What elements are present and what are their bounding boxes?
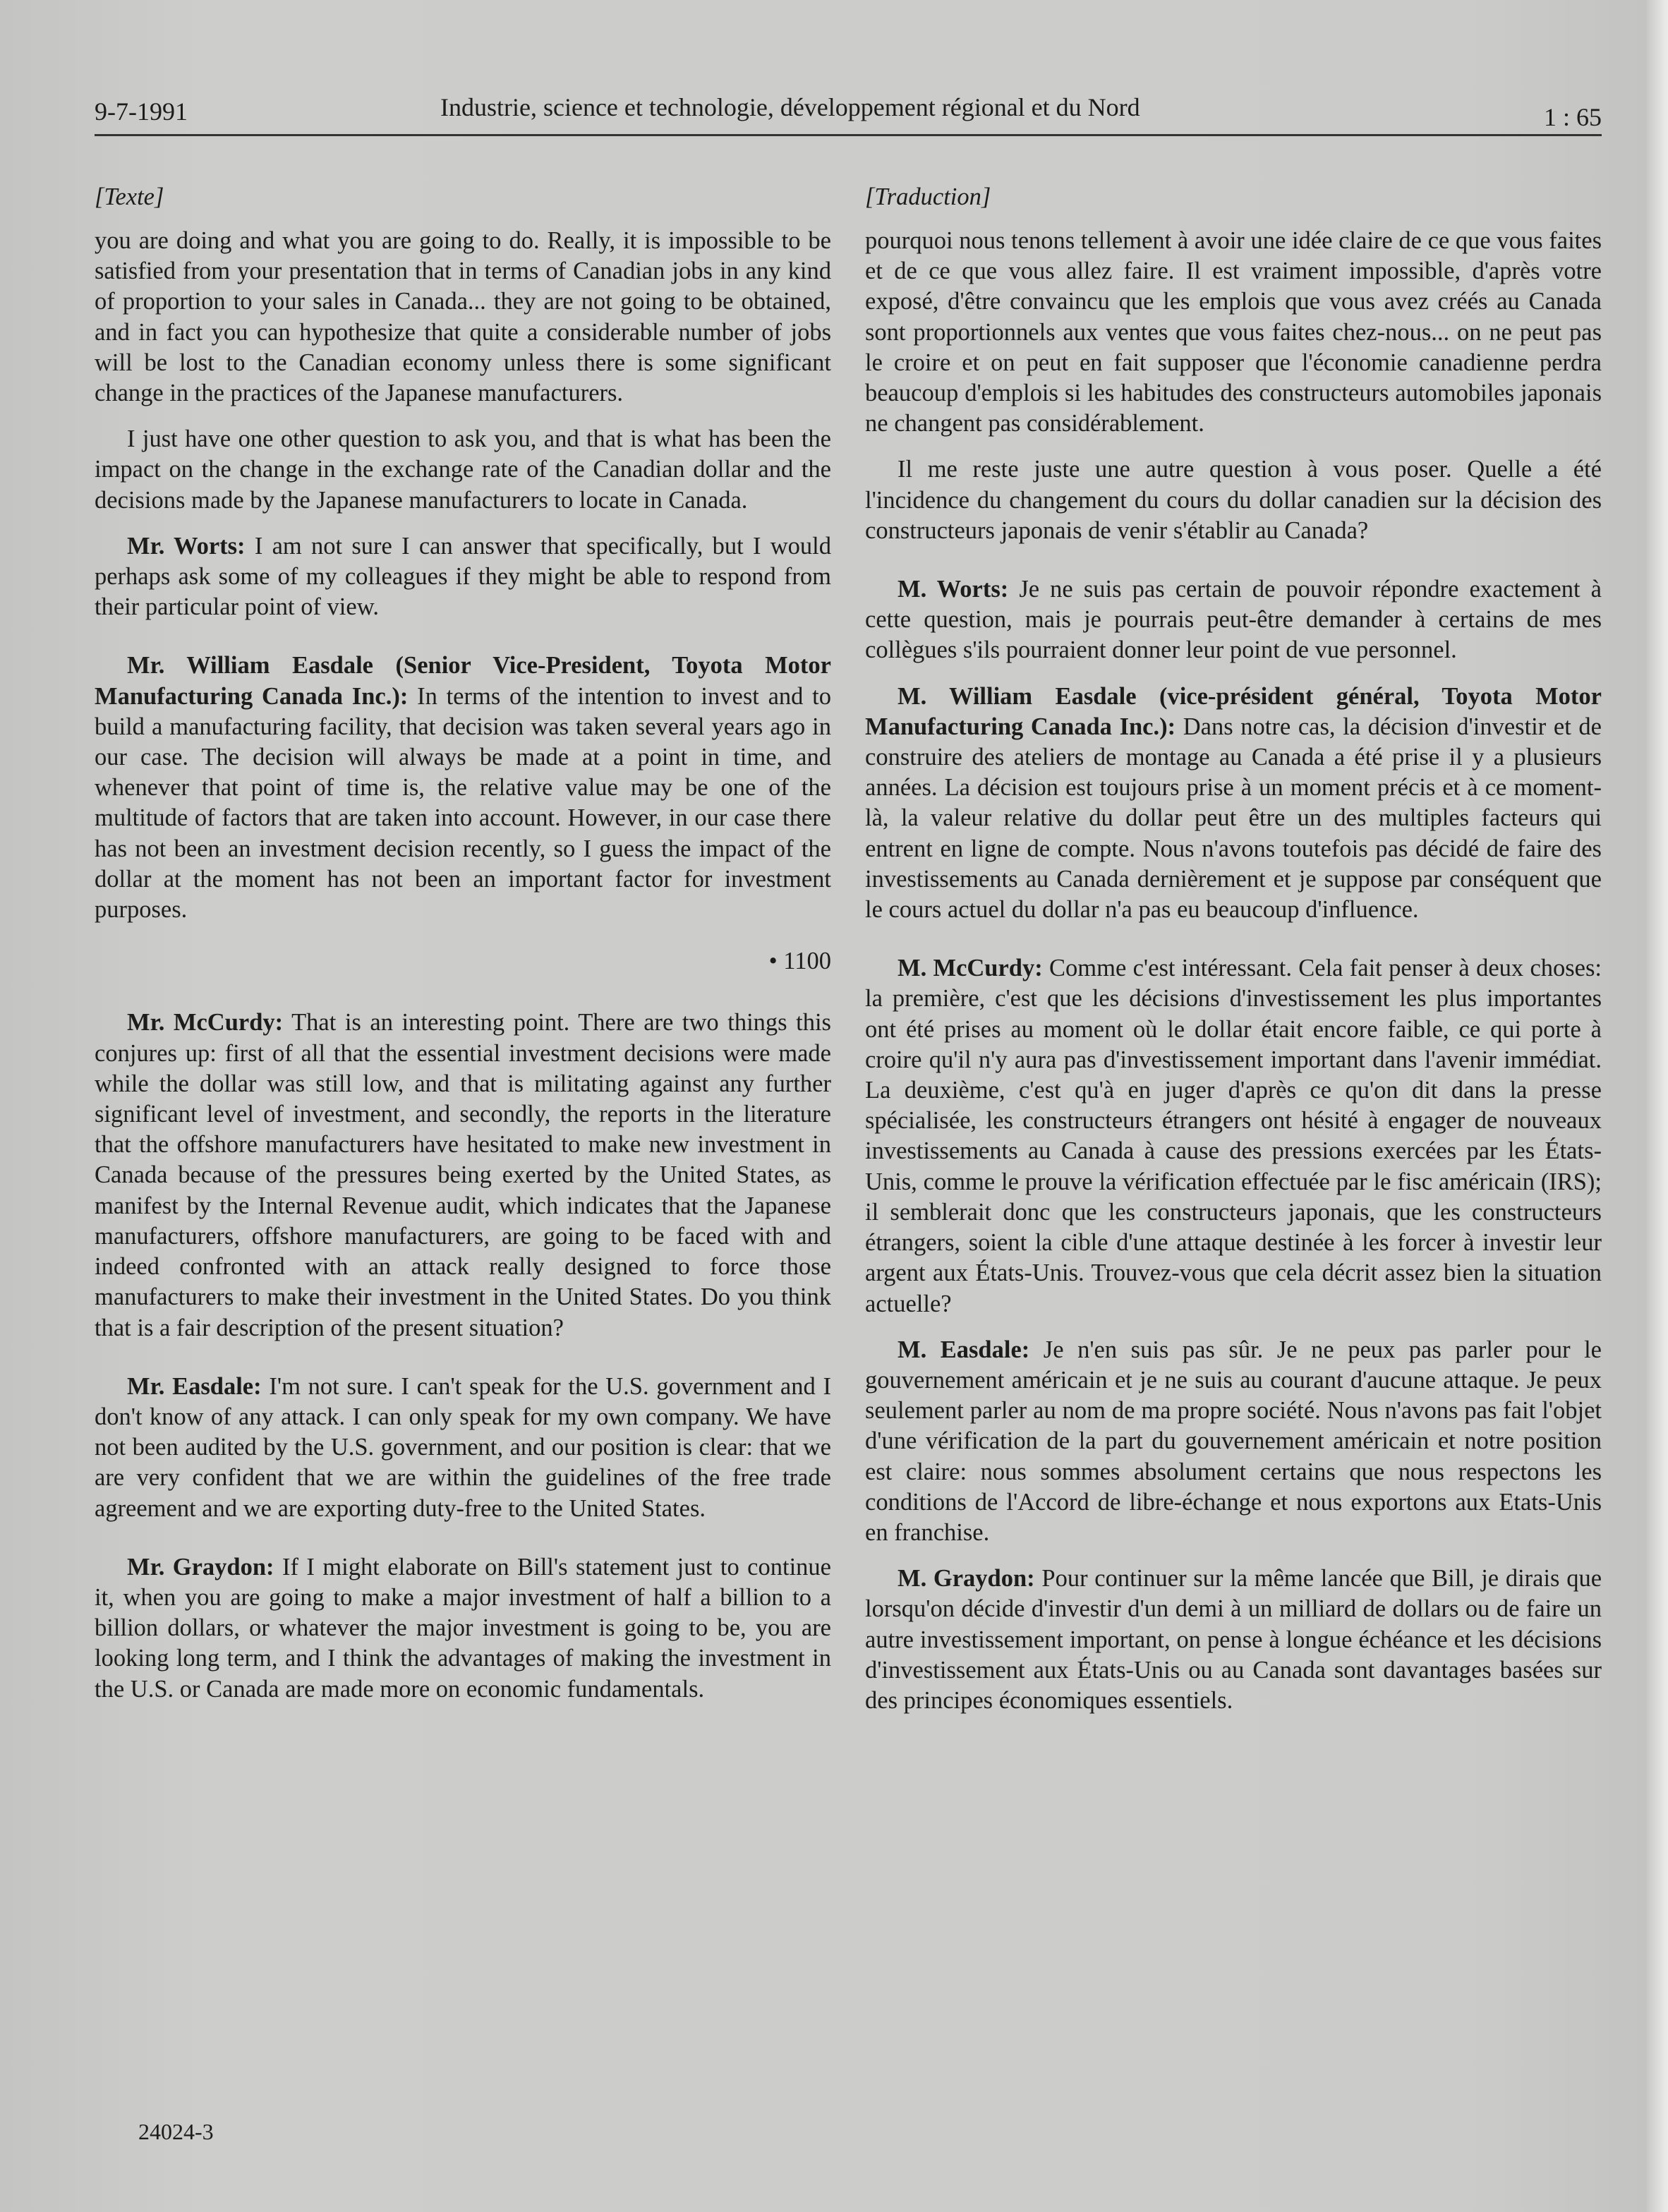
paragraph — [95, 531, 831, 623]
speech-text: That is an interesting point. There are two things this conjures up: first of all that the essential investment decisions were made while the dollar was still low, and that is militating against any further significant level of investment, and secondly, the reports in the literature that the offshore manufacturers have hesitated to make new investment in Canada because of the pressures being exerted by the United States, as manifest by the Internal Revenue audit, which indicates that the Japanese manufacturers, offshore manufacturers, are going to be faced with and indeed confronted with an attack really designed to force those manufacturers to make their investment in the United States. Do you think that is a fair description of the present situation? — [95, 1009, 831, 1341]
speech-text: Je ne suis pas certain de pouvoir répondre exactement à cette question, mais je pourrais peut-être demander à certains de mes collègues s'ils pourraient donner leur point de vue personnel. — [865, 576, 1602, 664]
paragraph — [95, 1372, 831, 1524]
speaker-name: Mr. Worts: — [127, 532, 246, 560]
speaker-name: Mr. William Easdale (Senior Vice-President, Toyota Motor Manufacturing Canada Inc.): — [95, 652, 831, 710]
header-date: 9-7-1991 — [95, 97, 188, 126]
speaker-name: Mr. Graydon: — [127, 1553, 274, 1581]
paragraph: you are doing and what you are going to do. Really, it is impossible to be satisfied from your presentation that in terms of Canadian jobs in any kind of proportion to your sales in Canada... they are not going to be obtained, and in fact you can hypothesize that quite a considerable number of jobs will be lost to the Canadian economy unless there is some significant change in the practices of the Japanese manufacturers. — [95, 227, 831, 407]
header-page-number: 1 : 65 — [1543, 103, 1602, 131]
page-edge — [1647, 0, 1668, 2212]
speaker-name: M. Worts: — [898, 576, 1009, 603]
column-label-text: [Texte] — [95, 183, 164, 210]
paragraph: Il me reste juste une autre question à vous poser. Quelle a été l'incidence du changement du cours du dollar canadien sur la décision des constructeurs japonais de venir s'établir au Canada? — [865, 456, 1602, 544]
time-stamp: • 1100 — [768, 948, 831, 975]
speech-text: If I might elaborate on Bill's statement just to continue it, when you are going to make a major investment of half a billion to a billion dollars, or whatever the major investment is going to be, you are looking long term, and I think the advantages of making the investment in the U.S. or Canada are made more on economic fundamentals. — [95, 1553, 831, 1703]
paragraph — [865, 1564, 1602, 1716]
paragraph — [865, 1335, 1602, 1548]
speaker-name: M. William Easdale (vice-président général, Toyota Motor Manufacturing Canada Inc.): — [865, 682, 1602, 740]
speaker-name: Mr. Easdale: — [127, 1372, 262, 1400]
header-title: Industrie, science et technologie, développement régional et du Nord — [440, 93, 1140, 121]
speech-text: In terms of the intention to invest and to build a manufacturing facility, that decision was taken several years ago in our case. The decision will always be made at a point in time, and whenever that point of time is, the relative value may be one of the multitude of factors that are taken into account. However, in our case there has not been an investment decision recently, so I guess the impact of the dollar at the moment has not been an important factor for investment purposes. — [95, 682, 831, 924]
speech-text: Dans notre cas, la décision d'investir et de construire des ateliers de montage au Canada a été prise il y a plusieurs années. La décision est toujours prise à un moment précis et à ce moment-là, la valeur relative du dollar peut être un des multiples facteurs qui entrent en ligne de compte. Nous n'avons toutefois pas décidé de faire des investissements au Canada dernièrement et je suppose par conséquent que le cours actuel du dollar n'a pas eu beaucoup d'influence. — [865, 713, 1602, 924]
paragraph — [95, 651, 831, 925]
speech-text: I am not sure I can answer that specifically, but I would perhaps ask some of my colleagues if they might be able to respond from their particular point of view. — [95, 532, 831, 621]
paragraph — [865, 574, 1602, 666]
paragraph — [865, 953, 1602, 1319]
running-header — [95, 93, 1602, 136]
speech-text: I'm not sure. I can't speak for the U.S. government and I don't know of any attack. I can only speak for my own company. We have not been audited by the U.S. government, and our position is clear: that we are very confident that we are within the guidelines of the free trade agreement and we are exporting duty-free to the United States. — [95, 1372, 831, 1522]
paragraph — [95, 1008, 831, 1343]
speaker-name: M. Easdale: — [898, 1336, 1030, 1363]
speech-text: Je n'en suis pas sûr. Je ne peux pas parler pour le gouvernement américain et je ne suis au courant d'aucune attaque. Je peux seulement parler au nom de ma propre société. Nous n'avons pas fait l'objet d'une vérification de la part du gouvernement américain et notre position est claire: nous sommes absolument certains que nous respectons les conditions de l'Accord de libre-échange et nous exportons aux Etats-Unis en franchise. — [865, 1336, 1602, 1546]
speech-text: Pour continuer sur la même lancée que Bill, je dirais que lorsqu'on décide d'investir d'un demi à un milliard de dollars ou de faire un autre investissement important, on pense à longue échéance et les décisions d'investissement aux États-Unis ou au Canada sont davantages basées sur des principes économiques essentiels. — [865, 1565, 1602, 1714]
speaker-name: M. McCurdy: — [898, 955, 1043, 982]
column-label-translation: [Traduction] — [865, 183, 991, 210]
speaker-name: Mr. McCurdy: — [127, 1009, 284, 1037]
english-column — [95, 182, 831, 1720]
speech-text: Comme c'est intéressant. Cela fait penser à deux choses: la première, c'est que les décisions d'investissement les plus importantes ont été prises au moment où le dollar était encore faible, ce qui porte à croire qu'il n'y aura pas d'investissement important dans l'avenir immédiat. La deuxième, c'est qu'à en juger d'après ce qu'on dit dans la presse spécialisée, les constructeurs étrangers ont hésité à engager de nouveaux investissements au Canada à cause des pressions exercées par les États-Unis, comme le prouve la vérification effectuée par le fisc américain (IRS); il semblerait donc que les constructeurs japonais, que les constructeurs étrangers, soient la cible d'une attaque destinée à les forcer à investir leur argent aux États-Unis. Trouvez-vous que cela décrit assez bien la situation actuelle? — [865, 955, 1602, 1317]
paragraph — [865, 682, 1602, 926]
french-column — [865, 182, 1602, 1731]
paragraph: I just have one other question to ask you, and that is what has been the impact on the change in the exchange rate of the Canadian dollar and the decisions made by the Japanese manufacturers to locate in Canada. — [95, 425, 831, 514]
speaker-name: M. Graydon: — [898, 1565, 1035, 1592]
footer-code: 24024-3 — [138, 2119, 214, 2144]
paragraph: pourquoi nous tenons tellement à avoir une idée claire de ce que vous faites et de ce que vous allez faire. Il est vraiment impossible, d'après votre exposé, d'être convaincu que les emplois que vous avez créés au Canada sont proportionnels aux ventes que vous faites chez-nous... on ne peut pas le croire et on peut en fait supposer que l'économie canadienne perdra beaucoup d'emplois si les habitudes des constructeurs automobiles japonais ne changent pas considérablement. — [865, 227, 1602, 437]
paragraph — [95, 1552, 831, 1705]
